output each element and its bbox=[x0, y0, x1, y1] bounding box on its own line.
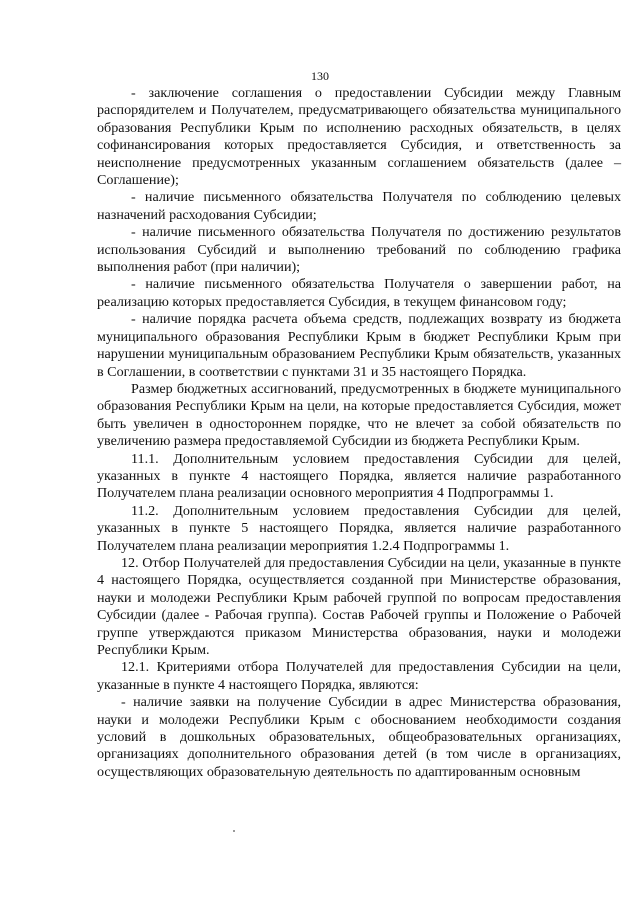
document-body bbox=[97, 85, 621, 781]
paragraph-completion: - наличие письменного обязательства Получателя о завершении работ, на реализацию которых предоставляется Субсидия, в текущем финансовом году; bbox=[97, 276, 621, 310]
paragraph-12: 12. Отбор Получателей для предоставления Субсидии на цели, указанные в пункте 4 настоящего Порядка, осуществляется созданной при Министерстве образования, науки и молодежи Республики Крым рабочей группой по вопросам предоставления Субсидии (далее - Рабочая группа). Состав Рабочей группы и Положение о Рабочей группе утверждаются приказом Министерства образования, науки и молодежи Республики Крым. bbox=[97, 554, 621, 658]
page-number: 130 bbox=[311, 69, 329, 83]
paragraph-budget-size: Размер бюджетных ассигнований, предусмотренных в бюджете муниципального образования Республики Крым на цели, на которые предоставляется Субсидия, может быть увеличен в одностороннем порядке, что не влечет за собой обязательств по увеличению размера предоставляемой Субсидии из бюджета Республики Крым. bbox=[97, 380, 621, 450]
paragraph-12-1: 12.1. Критериями отбора Получателей для предоставления Субсидии на цели, указанные в пункте 4 настоящего Порядка, являются: bbox=[97, 659, 621, 693]
paragraph-11-2: 11.2. Дополнительным условием предоставления Субсидии для целей, указанных в пункте 5 настоящего Порядка, является наличие разработанного Получателем плана реализации мероприятия 1.2.4 Подпрограммы 1. bbox=[97, 502, 621, 554]
paragraph-agreement: - заключение соглашения о предоставлении Субсидии между Главным распорядителем и Получателем, предусматривающего обязательства муниципального образования Республики Крым по исполнению расходных обязательств, в целях софинансирования которых предоставляется Субсидия, и ответственность за неисполнение предусмотренных указанным соглашением обязательств (далее – Соглашение); bbox=[97, 85, 621, 189]
paragraph-results: - наличие письменного обязательства Получателя по достижению результатов использования Субсидий и выполнению требований по соблюдению графика выполнения работ (при наличии); bbox=[97, 224, 621, 276]
paragraph-application: - наличие заявки на получение Субсидии в адрес Министерства образования, науки и молодежи Республики Крым с обоснованием необходимости создания условий в дошкольных образовательных, общеобразовательных организациях, организациях дополнительного образования детей (в том числе в организациях, осуществляющих образовательную деятельность по адаптированным основным bbox=[97, 694, 621, 780]
paragraph-target-use: - наличие письменного обязательства Получателя по соблюдению целевых назначений расходования Субсидии; bbox=[97, 189, 621, 223]
paragraph-11-1: 11.1. Дополнительным условием предоставления Субсидии для целей, указанных в пункте 4 настоящего Порядка, является наличие разработанного Получателем плана реализации основного мероприятия 4 Подпрограммы 1. bbox=[97, 450, 621, 502]
paragraph-refund-procedure: - наличие порядка расчета объема средств, подлежащих возврату из бюджета муниципального образования Республики Крым в бюджет Республики Крым при нарушении муниципальным образованием Республики Крым обязательств, указанных в Соглашении, в соответствии с пунктами 31 и 35 настоящего Порядка. bbox=[97, 311, 621, 380]
scan-speck bbox=[233, 830, 235, 832]
